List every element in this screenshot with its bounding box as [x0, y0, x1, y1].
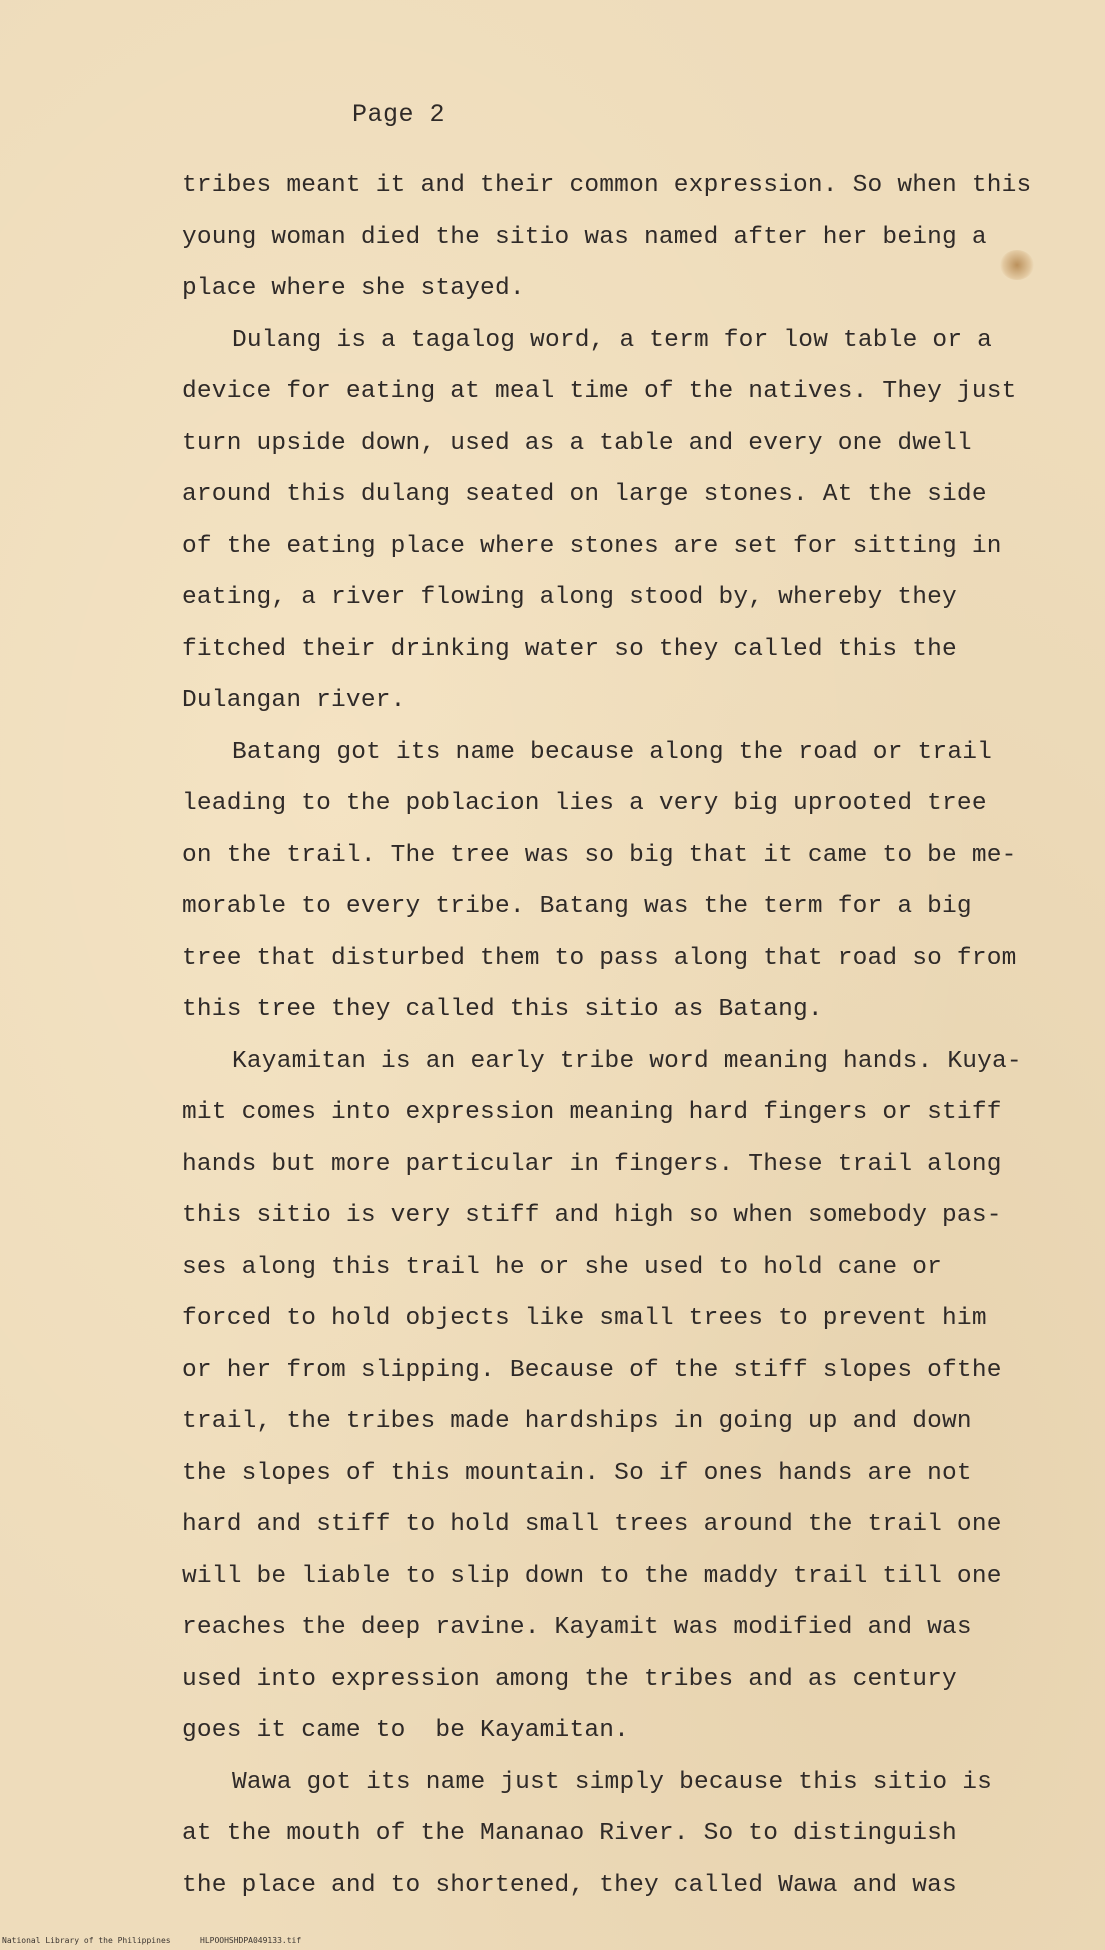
paragraph-start-line: Batang got its name because along the road or trail — [232, 738, 993, 766]
text-line: eating, a river flowing along stood by, whereby they — [182, 584, 957, 611]
text-line: trail, the tribes made hardships in going up and down — [182, 1408, 972, 1435]
paragraph-start-line: Wawa got its name just simply because this sitio is — [232, 1768, 993, 1796]
text-line: the slopes of this mountain. So if ones hands are not — [182, 1459, 972, 1487]
text-line: leading to the poblacion lies a very big uprooted tree — [182, 790, 987, 817]
text-line: will be liable to slip down to the maddy trail till one — [182, 1562, 1002, 1590]
text-line: ses along this trail he or she used to hold cane or — [182, 1253, 943, 1281]
text-line: of the eating place where stones are set for sitting in — [182, 532, 1002, 560]
text-line: morable to every tribe. Batang was the term for a big — [182, 893, 972, 920]
text-line: around this dulang seated on large stones. At the side — [182, 481, 987, 508]
page-number-label: Page 2 — [352, 100, 446, 129]
footer-institution: National Library of the Philippines — [2, 1936, 171, 1945]
paragraph-start-line: Dulang is a tagalog word, a term for low table or a — [232, 326, 993, 354]
text-line: device for eating at meal time of the natives. They just — [182, 378, 1017, 405]
text-line: Dulangan river. — [182, 687, 406, 714]
text-line: this sitio is very stiff and high so when somebody pas- — [182, 1202, 1002, 1229]
text-line: place where she stayed. — [182, 275, 525, 302]
text-line: hands but more particular in fingers. These trail along — [182, 1150, 1002, 1178]
text-line: hard and stiff to hold small trees around the trail one — [182, 1511, 1002, 1538]
footer-file-id: HLPOOHSHDPA049133.tif — [200, 1936, 302, 1945]
text-line: used into expression among the tribes and as century — [182, 1665, 957, 1693]
text-line: at the mouth of the Mananao River. So to distinguish — [182, 1820, 957, 1847]
text-line: young woman died the sitio was named after her being a — [182, 223, 987, 251]
text-line: or her from slipping. Because of the stiff slopes ofthe — [182, 1356, 1002, 1384]
paragraph-start-line: Kayamitan is an early tribe word meaning hands. Kuya- — [232, 1047, 1022, 1075]
text-line: on the trail. The tree was so big that it came to be me- — [182, 841, 1017, 869]
text-line: forced to hold objects like small trees to prevent him — [182, 1305, 987, 1332]
document-body — [182, 160, 1062, 1911]
text-line: reaches the deep ravine. Kayamit was modified and was — [182, 1614, 972, 1641]
text-line: the place and to shortened, they called Wawa and was — [182, 1871, 957, 1899]
text-line: fitched their drinking water so they called this the — [182, 635, 957, 663]
text-line: mit comes into expression meaning hard fingers or stiff — [182, 1099, 1002, 1126]
text-line: turn upside down, used as a table and every one dwell — [182, 429, 972, 457]
text-line: tribes meant it and their common expression. So when this — [182, 172, 1032, 199]
text-line: tree that disturbed them to pass along that road so from — [182, 944, 1017, 972]
text-line: this tree they called this sitio as Batang. — [182, 996, 823, 1023]
text-line: goes it came to be Kayamitan. — [182, 1717, 630, 1744]
